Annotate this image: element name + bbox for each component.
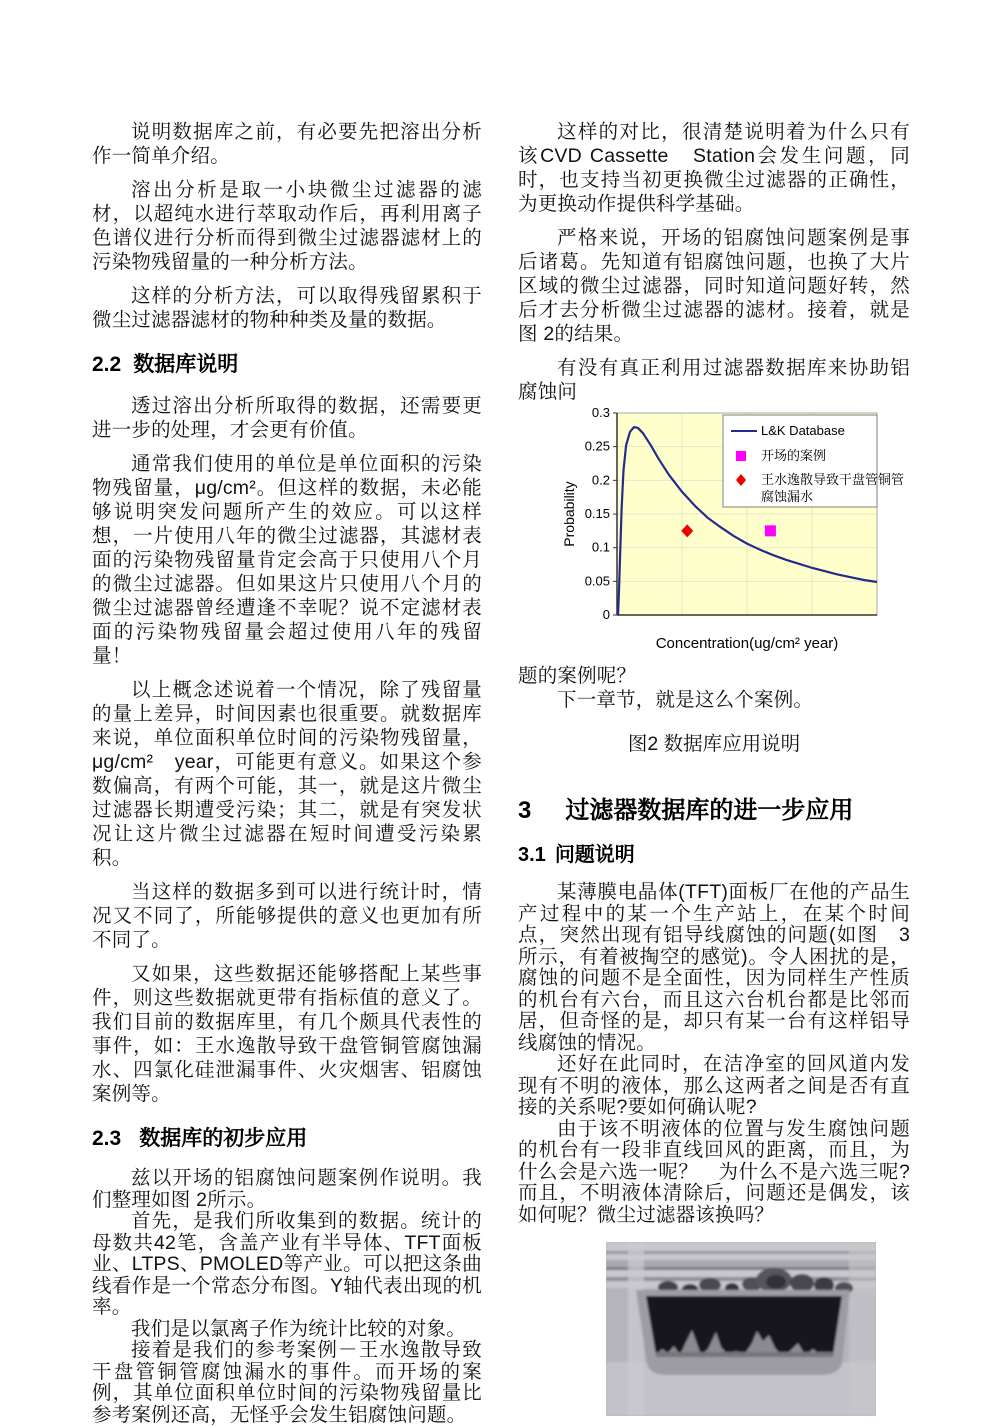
svg-text:0: 0 bbox=[602, 607, 610, 622]
paragraph: 首先，是我们所收集到的数据。统计的母数共42笔，含盖产业有半导体、TFT面板业、LTPS、PMOLED等产业。可以把这条曲线看作是一个常态分布图。Y轴代表出现的机率。 bbox=[92, 1210, 482, 1318]
chart-canvas bbox=[560, 408, 920, 658]
section-3-heading bbox=[518, 796, 910, 826]
section-title: 过滤器数据库的进一步应用 bbox=[565, 797, 854, 824]
svg-text:0.15: 0.15 bbox=[584, 506, 610, 521]
svg-text:腐蚀漏水: 腐蚀漏水 bbox=[761, 489, 814, 504]
paragraph: 这样的对比，很清楚说明着为什么只有该CVD Cassette Station会发生问题，同时，也支持当初更换微尘过滤器的正确性，为更换动作提供科学基础。 bbox=[518, 121, 910, 215]
paragraph: 某薄膜电晶体(TFT)面板厂在他的产品生产过程中的某一个生产站上，在某个时间点，突然出现有铝导线腐蚀的问题(如图 3所示，有着被掏空的感觉)。令人困扰的是，腐蚀的问题不是全面性，因为同样生产性质的机台有六台，而且这六台机台都是比邻而居，但奇怪的是，却只有某一台有这样铝导线腐蚀的情况。 bbox=[518, 881, 910, 1054]
paragraph: 接着是我们的参考案例－王水逸散导致干盘管铜管腐蚀漏水的事件。而开场的案例，其单位面积单位时间的污染物残留量比参考案例还高，无怪乎会发生铝腐蚀问题。 bbox=[92, 1339, 482, 1426]
paragraph: 当这样的数据多到可以进行统计时，情况又不同了，所能够提供的意义也更加有所不同了。 bbox=[92, 881, 482, 951]
section-title: 数据库说明 bbox=[133, 353, 239, 376]
paragraph: 有没有真正利用过滤器数据库来协助铝腐蚀问 bbox=[518, 357, 910, 403]
paragraph: 透过溶出分析所取得的数据，还需要更进一步的处理，才会更有价值。 bbox=[92, 395, 482, 441]
svg-text:0.3: 0.3 bbox=[591, 408, 610, 420]
svg-text:0.25: 0.25 bbox=[584, 438, 610, 454]
svg-text:0.1: 0.1 bbox=[591, 539, 610, 555]
paragraph: 由于该不明液体的位置与发生腐蚀问题的机台有一段非直线回风的距离，而且，为什么会是六选一呢？ 为什么不是六选三呢?而且，不明液体清除后，问题还是偶发，该如何呢？微尘过滤器该换吗？ bbox=[518, 1117, 910, 1226]
section-number: 3.1 bbox=[518, 844, 546, 866]
paragraph: 又如果，这些数据还能够搭配上某些事件，则这些数据就更带有指标值的意义了。我们目前的数据库里，有几个颇具代表性的事件，如：王水逸散导致干盘管铜管腐蚀漏水、四氯化硅泄漏事件、火灾烟害、铝腐蚀案例等。 bbox=[92, 963, 482, 1105]
svg-text:0.05: 0.05 bbox=[584, 573, 610, 589]
paragraph: 溶出分析是取一小块微尘过滤器的滤材，以超纯水进行萃取动作后，再利用离子色谱仪进行分析而得到微尘过滤器滤材上的污染物残留量的一种分析方法。 bbox=[92, 179, 482, 273]
section-title: 数据库的初步应用 bbox=[139, 1127, 308, 1150]
paragraph: 以上概念述说着一个情况，除了残留量的量上差异，时间因素也很重要。就数据库来说，单位面积单位时间的污染物残留量，μg/cm² year，可能更有意义。如果这个参数偏高，有两个可能，其一，就是这片微尘过滤器长期遭受污染；其二，就是有突发状况让这片微尘过滤器在短时间遭受污染累积。 bbox=[92, 679, 482, 869]
section-title: 问题说明 bbox=[554, 844, 635, 866]
section-number: 2.2 bbox=[92, 353, 122, 376]
paragraph: 严格来说，开场的铝腐蚀问题案例是事后诸葛。先知道有铝腐蚀问题，也换了大片区域的微尘过滤器，同时知道问题好转，然后才去分析微尘过滤器的滤材。接着，就是图 2的结果。 bbox=[518, 227, 910, 345]
svg-text:0.2: 0.2 bbox=[591, 472, 610, 488]
figure2-caption: 图2 数据库应用说明 bbox=[627, 733, 801, 755]
right-column bbox=[518, 120, 910, 1416]
figure2-chart bbox=[560, 408, 920, 658]
figure3-sem-photo bbox=[606, 1242, 876, 1416]
section-3-1-body bbox=[518, 882, 910, 1226]
sem-photo-graphic bbox=[606, 1242, 876, 1416]
paragraph: 题的案例呢？ bbox=[518, 665, 637, 687]
paragraph: 下一章节，就是这么个案例。 bbox=[557, 689, 814, 711]
section-2-3-heading bbox=[92, 1126, 482, 1152]
svg-text:开场的案例: 开场的案例 bbox=[761, 448, 827, 463]
svg-text:L&K Database: L&K Database bbox=[761, 423, 845, 438]
section-number: 3 bbox=[518, 797, 532, 824]
svg-text:Probability: Probability bbox=[561, 481, 577, 547]
paragraph: 兹以开场的铝腐蚀问题案例作说明。我们整理如图 2所示。 bbox=[92, 1167, 482, 1211]
paragraph: 这样的分析方法，可以取得残留累积于微尘过滤器滤材的物种种类及量的数据。 bbox=[92, 285, 482, 331]
paragraph: 说明数据库之前，有必要先把溶出分析作一简单介绍。 bbox=[92, 121, 482, 167]
svg-text:Concentration(ug/cm² year): Concentration(ug/cm² year) bbox=[655, 635, 839, 652]
paragraph: 通常我们使用的单位是单位面积的污染物残留量，μg/cm²。但这样的数据，未必能够说明突发问题所产生的效应。可以这样想，一片使用八年的微尘过滤器，其滤材表面的污染物残留量肯定会高于只使用八个月的微尘过滤器。但如果这片只使用八个月的微尘过滤器曾经遭逢不幸呢？说不定滤材表面的污染物残留量会超过使用八年的残留量！ bbox=[92, 453, 482, 667]
section-3-1-heading bbox=[518, 842, 910, 868]
paragraph: 我们是以氯离子作为统计比较的对象。 bbox=[131, 1317, 466, 1340]
svg-text:王水逸散导致干盘管铜管: 王水逸散导致干盘管铜管 bbox=[761, 472, 905, 487]
paragraph: 还好在此同时，在洁净室的回风道内发现有不明的液体，那么这两者之间是否有直接的关系呢?要如何确认呢? bbox=[518, 1053, 910, 1118]
section-2-2-heading bbox=[92, 352, 482, 378]
section-number: 2.3 bbox=[92, 1127, 122, 1150]
left-column bbox=[92, 120, 482, 1426]
section-2-3-body bbox=[92, 1168, 482, 1426]
